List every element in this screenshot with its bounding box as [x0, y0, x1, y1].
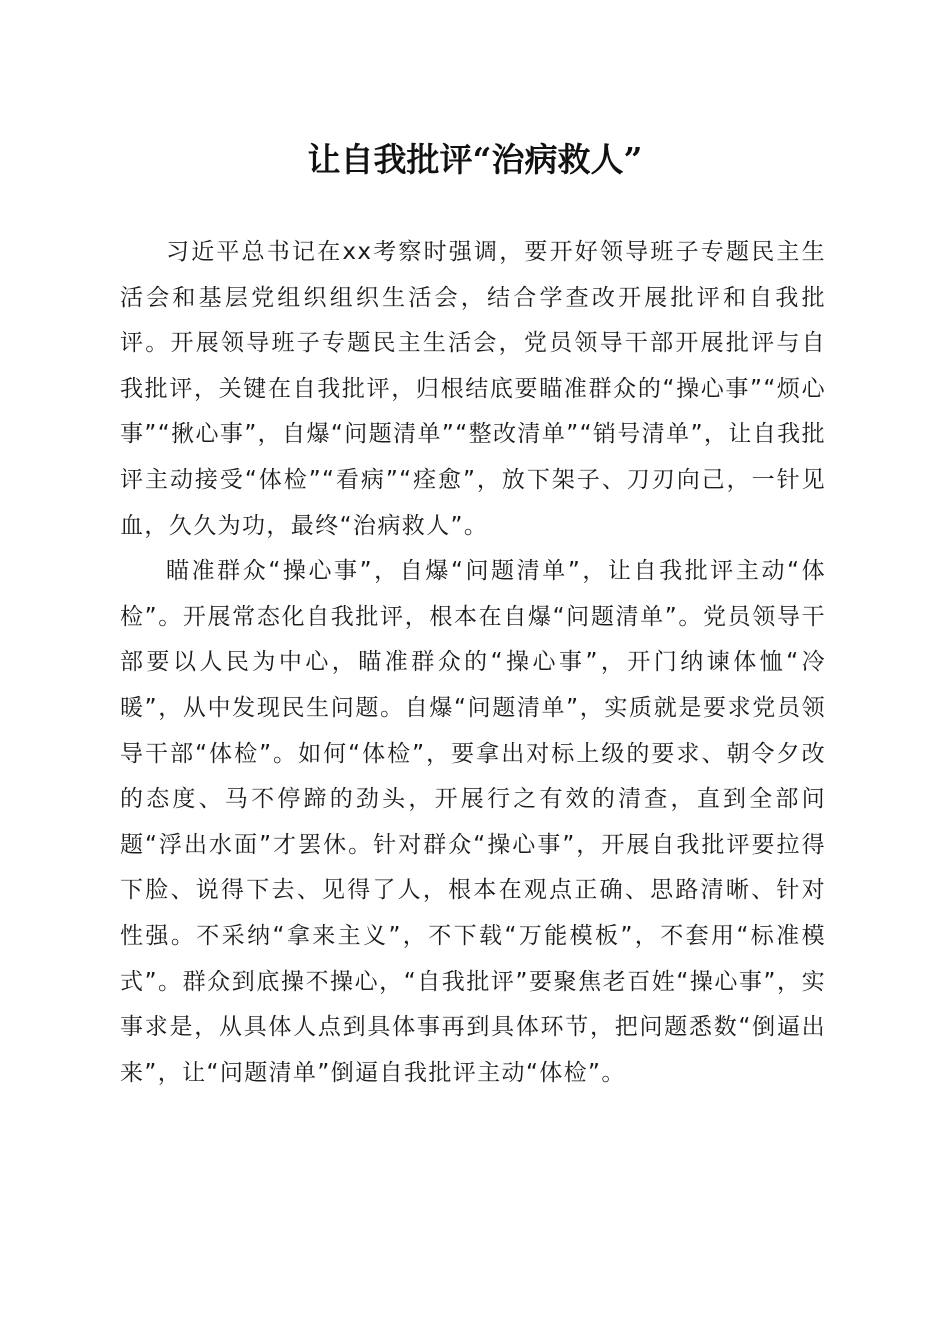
document-body	[120, 230, 826, 1096]
paragraph: 习近平总书记在xx考察时强调，要开好领导班子专题民主生活会和基层党组织组织生活会，结合学查改开展批评和自我批评。开展领导班子专题民主生活会，党员领导干部开展批评与自我批评，关键在自我批评，归根结底要瞄准群众的“操心事”“烦心事”“揪心事”，自爆“问题清单”“整改清单”“销号清单”，让自我批评主动接受“体检”“看病”“痊愈”，放下架子、刀刃向己，一针见血，久久为功，最终“治病救人”。	[120, 239, 826, 539]
document-title: 让自我批评“治病救人”	[307, 140, 643, 179]
paragraph: 瞄准群众“操心事”，自爆“问题清单”，让自我批评主动“体检”。开展常态化自我批评，根本在自爆“问题清单”。党员领导干部要以人民为中心，瞄准群众的“操心事”，开门纳谏体恤“冷暖”，从中发现民生问题。自爆“问题清单”，实质就是要求党员领导干部“体检”。如何“体检”，要拿出对标上级的要求、朝令夕改的态度、马不停蹄的劲头，开展行之有效的清查，直到全部问题“浮出水面”才罢休。针对群众“操心事”，开展自我批评要拉得下脸、说得下去、见得了人，根本在观点正确、思路清晰、针对性强。不采纳“拿来主义”，不下载“万能模板”，不套用“标准模式”。群众到底操不操心，“自我批评”要聚焦老百姓“操心事”，实事求是，从具体人点到具体事再到具体环节，把问题悉数“倒逼出来”，让“问题清单”倒逼自我批评主动“体检”。	[120, 558, 826, 1086]
